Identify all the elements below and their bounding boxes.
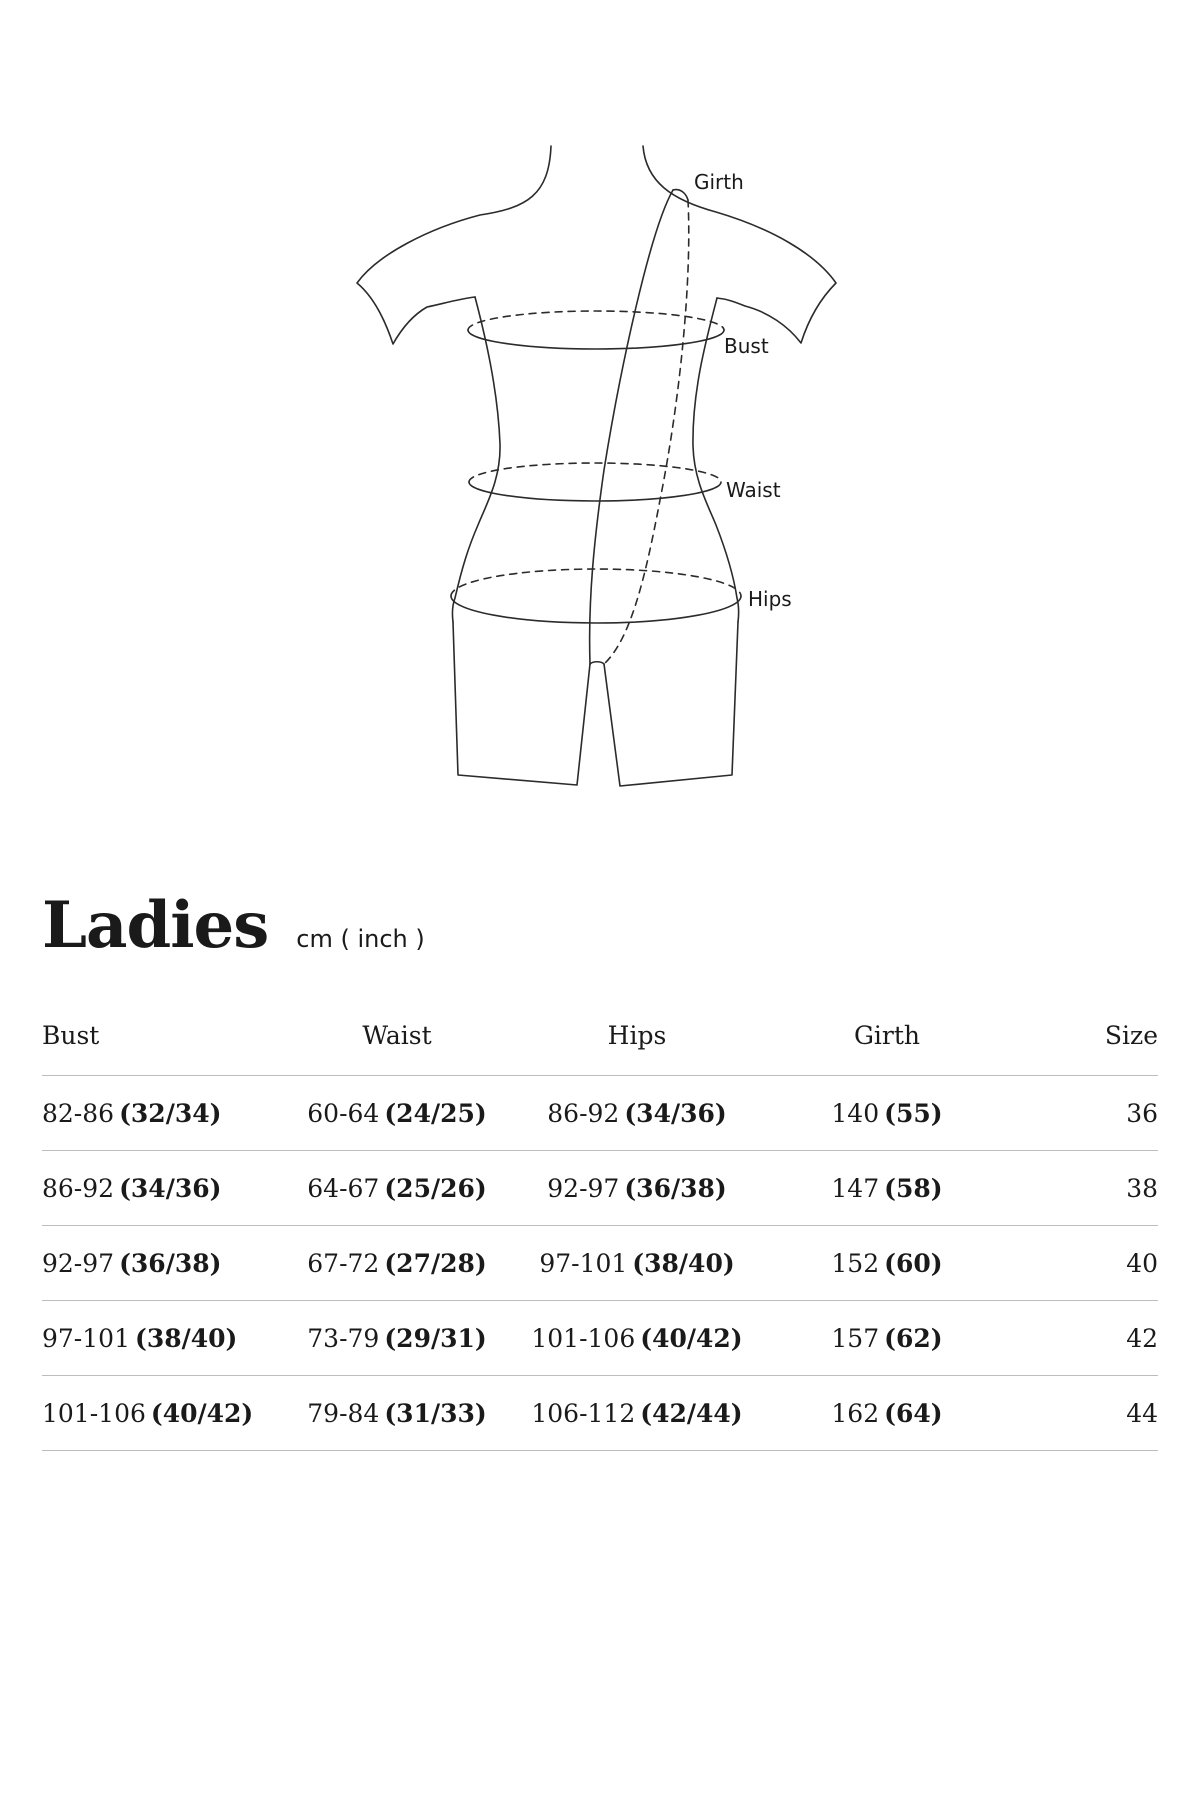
table-cell-waist (282, 1324, 512, 1353)
inch-value: (32/34) (119, 1098, 222, 1128)
inch-value: (64) (884, 1398, 943, 1428)
cm-value: 73-79 (307, 1323, 380, 1353)
table-cell-bust (42, 1324, 282, 1353)
girth-loop-back (604, 200, 689, 664)
table-cell-hips (512, 1399, 762, 1428)
cm-value: 97-101 (42, 1323, 130, 1353)
table-cell-girth (762, 1324, 1012, 1353)
table-row (42, 1076, 1158, 1151)
column-header-bust: Bust (42, 1020, 100, 1050)
table-row (42, 1301, 1158, 1376)
size-chart-heading (42, 888, 425, 963)
table-cell-bust (42, 1174, 282, 1203)
cm-value: 101-106 (531, 1323, 636, 1353)
inch-value: (38/40) (632, 1248, 735, 1278)
table-row (42, 1226, 1158, 1301)
cm-value: 106-112 (531, 1398, 636, 1428)
inch-value: (31/33) (384, 1398, 487, 1428)
table-cell-hips (512, 1099, 762, 1128)
waist-ellipse-front (469, 482, 721, 501)
table-cell-bust (42, 1399, 282, 1428)
table-cell-size (1012, 1099, 1158, 1128)
inch-value: (62) (884, 1323, 943, 1353)
inch-value: (27/28) (384, 1248, 487, 1278)
left-leg-outline (453, 622, 590, 785)
cm-value: 67-72 (307, 1248, 380, 1278)
inch-value: (60) (884, 1248, 943, 1278)
table-cell-waist (282, 1099, 512, 1128)
bust-ellipse-front (468, 330, 724, 349)
table-cell-waist (282, 1249, 512, 1278)
column-header-hips: Hips (607, 1020, 667, 1050)
girth-label: Girth (694, 170, 744, 194)
right-leg-outline (604, 622, 738, 786)
table-cell-girth (762, 1399, 1012, 1428)
inch-value: (36/38) (119, 1248, 222, 1278)
waist-ellipse-back (469, 463, 721, 482)
unit-note: cm ( inch ) (296, 925, 425, 953)
cm-value: 140 (831, 1098, 880, 1128)
cm-value: 44 (1126, 1398, 1158, 1428)
inch-value: (34/36) (624, 1098, 727, 1128)
table-cell-hips (512, 1324, 762, 1353)
inch-value: (29/31) (384, 1323, 487, 1353)
cm-value: 64-67 (307, 1173, 380, 1203)
cm-value: 162 (831, 1398, 880, 1428)
cm-value: 92-97 (547, 1173, 620, 1203)
column-header-size: Size (1104, 1020, 1158, 1050)
hips-ellipse-back (451, 569, 741, 596)
table-cell-girth (762, 1174, 1012, 1203)
girth-loop-front (590, 190, 673, 664)
table-cell-hips (512, 1249, 762, 1278)
table-row (42, 1376, 1158, 1451)
inch-value: (55) (884, 1098, 943, 1128)
table-cell-size (1012, 1174, 1158, 1203)
waist-label: Waist (726, 478, 781, 502)
inch-value: (25/26) (384, 1173, 487, 1203)
table-cell-waist (282, 1174, 512, 1203)
cm-value: 157 (831, 1323, 880, 1353)
cm-value: 38 (1126, 1173, 1158, 1203)
body-outline-illustration (0, 0, 1200, 820)
cm-value: 40 (1126, 1248, 1158, 1278)
table-cell-bust (42, 1249, 282, 1278)
inch-value: (42/44) (640, 1398, 743, 1428)
hips-label: Hips (748, 587, 792, 611)
cm-value: 97-101 (539, 1248, 628, 1278)
table-cell-size (1012, 1249, 1158, 1278)
size-table (42, 995, 1158, 1451)
inch-value: (58) (884, 1173, 943, 1203)
inch-value: (36/38) (624, 1173, 727, 1203)
table-cell-hips (512, 1174, 762, 1203)
hips-ellipse-front (451, 596, 741, 623)
column-header-girth: Girth (853, 1020, 921, 1050)
inch-value: (24/25) (384, 1098, 487, 1128)
table-cell-girth (762, 1249, 1012, 1278)
column-header-waist: Waist (362, 1020, 432, 1050)
left-torso-outline (452, 297, 500, 622)
cm-value: 101-106 (42, 1398, 146, 1428)
cm-value: 147 (831, 1173, 880, 1203)
page-title: Ladies (42, 888, 269, 963)
cm-value: 79-84 (307, 1398, 380, 1428)
inch-value: (40/42) (150, 1398, 254, 1428)
table-cell-bust (42, 1099, 282, 1128)
cm-value: 86-92 (42, 1173, 115, 1203)
bust-label: Bust (724, 334, 769, 358)
inch-value: (40/42) (640, 1323, 743, 1353)
cm-value: 152 (831, 1248, 880, 1278)
table-cell-waist (282, 1399, 512, 1428)
cm-value: 42 (1126, 1323, 1158, 1353)
cm-value: 86-92 (547, 1098, 620, 1128)
inch-value: (38/40) (134, 1323, 238, 1353)
cm-value: 36 (1126, 1098, 1158, 1128)
body-measurement-figure (0, 0, 1200, 820)
table-cell-size (1012, 1399, 1158, 1428)
cm-value: 82-86 (42, 1098, 115, 1128)
cm-value: 92-97 (42, 1248, 115, 1278)
table-row (42, 1151, 1158, 1226)
table-header-row (42, 995, 1158, 1076)
table-body (42, 1076, 1158, 1451)
crotch-outline (590, 662, 604, 664)
table-cell-girth (762, 1099, 1012, 1128)
cm-value: 60-64 (307, 1098, 380, 1128)
table-cell-size (1012, 1324, 1158, 1353)
inch-value: (34/36) (119, 1173, 222, 1203)
